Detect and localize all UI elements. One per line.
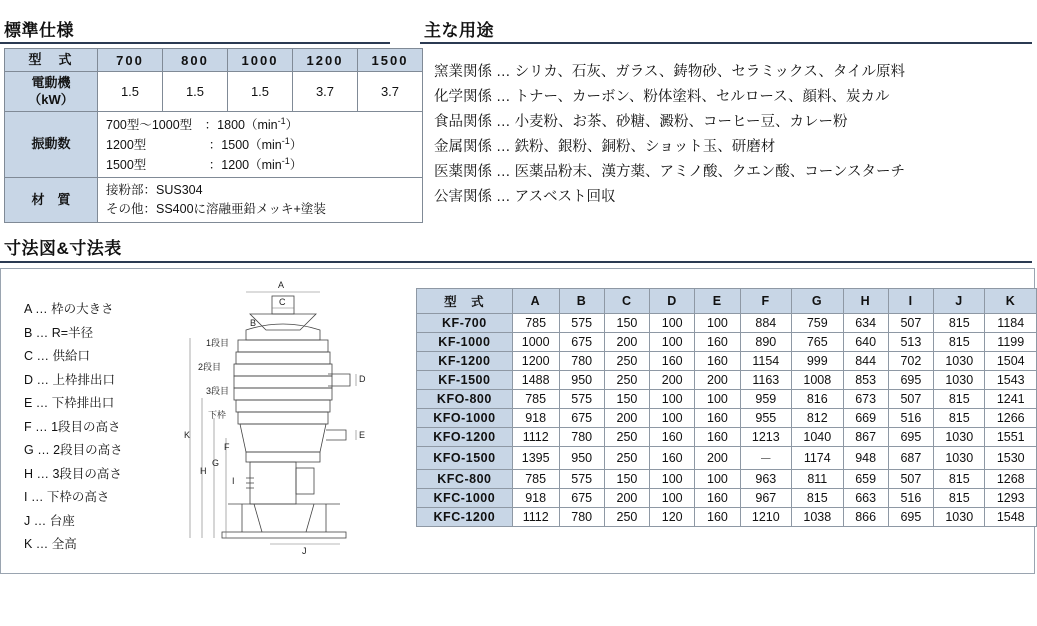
- dim-cell: 1112: [512, 508, 559, 527]
- dim-cell: 1038: [792, 508, 843, 527]
- dim-cell: 1174: [792, 447, 843, 470]
- dim-cell: 780: [559, 508, 604, 527]
- dim-cell: 815: [934, 314, 985, 333]
- spec-motor-1000: 1.5: [228, 72, 293, 112]
- dim-row-model-kfc1200: KFC-1200: [417, 508, 513, 527]
- use-category-food: 食品関係: [434, 114, 492, 130]
- dim-cell: 815: [934, 333, 985, 352]
- dim-cell: 844: [843, 352, 888, 371]
- dim-cell: 200: [650, 371, 695, 390]
- table-row: [417, 314, 1037, 333]
- dim-cell: 1030: [934, 352, 985, 371]
- table-row: [417, 428, 1037, 447]
- dim-cell: 659: [843, 470, 888, 489]
- dim-cell: 160: [650, 428, 695, 447]
- dim-cell: 812: [792, 409, 843, 428]
- dim-cell: 150: [604, 390, 649, 409]
- dim-header-a: A: [512, 289, 559, 314]
- section-title-main-uses: 主な用途: [424, 21, 494, 40]
- dim-cell: 250: [604, 447, 649, 470]
- dim-cell: 100: [650, 409, 695, 428]
- use-items-ceramics: シリカ、石灰、ガラス、鋳物砂、セラミックス、タイル原料: [514, 64, 906, 80]
- dim-cell: 575: [559, 470, 604, 489]
- drawing-label-g: G: [212, 458, 220, 468]
- dim-cell: 160: [695, 409, 740, 428]
- dim-cell: 1213: [740, 428, 791, 447]
- section-rule-main-uses: [420, 42, 1032, 44]
- use-sep-chemical: …: [496, 89, 511, 105]
- drawing-label-h: H: [200, 466, 207, 476]
- table-row: [417, 390, 1037, 409]
- dim-cell: 918: [512, 409, 559, 428]
- dim-cell: 1210: [740, 508, 791, 527]
- dim-cell: 250: [604, 428, 649, 447]
- spec-motor-800: 1.5: [163, 72, 228, 112]
- use-row-ceramics: [434, 60, 905, 85]
- dim-cell: 100: [650, 489, 695, 508]
- dim-cell: 250: [604, 371, 649, 390]
- dim-cell: 100: [695, 314, 740, 333]
- dim-cell: 1268: [985, 470, 1037, 489]
- dim-cell: 1504: [985, 352, 1037, 371]
- use-sep-pollution: …: [496, 189, 511, 205]
- dim-cell: 100: [650, 470, 695, 489]
- dim-cell: 785: [512, 390, 559, 409]
- dim-cell: 160: [650, 447, 695, 470]
- dim-cell: 815: [934, 390, 985, 409]
- drawing-label-j: J: [302, 546, 307, 556]
- dim-header-i: I: [888, 289, 933, 314]
- spec-motor-1200: 3.7: [293, 72, 358, 112]
- dim-cell: 673: [843, 390, 888, 409]
- dim-cell: 200: [695, 447, 740, 470]
- dim-header-model: 型 式: [417, 289, 513, 314]
- use-sep-metal: …: [496, 139, 511, 155]
- dim-cell: 200: [604, 409, 649, 428]
- dim-cell: 669: [843, 409, 888, 428]
- legend-item-d: D … 上枠排出口: [24, 372, 115, 387]
- spec-material-line-2: その他：SS400に溶融亜鉛メッキ+塗装: [106, 202, 326, 217]
- dim-cell: 507: [888, 314, 933, 333]
- dim-cell: 160: [695, 333, 740, 352]
- use-items-chemical: トナー、カーボン、粉体塗料、セルロース、顔料、炭カル: [514, 89, 890, 105]
- dim-cell: 815: [934, 489, 985, 508]
- dim-cell: 785: [512, 470, 559, 489]
- dim-cell: 1000: [512, 333, 559, 352]
- table-row: [417, 508, 1037, 527]
- dim-cell: 150: [604, 314, 649, 333]
- dim-cell: 1154: [740, 352, 791, 371]
- dim-cell: 853: [843, 371, 888, 390]
- use-category-pharma: 医薬関係: [434, 164, 492, 180]
- sifter-dimension-drawing: [150, 278, 400, 560]
- dim-cell: 250: [604, 508, 649, 527]
- legend-item-a: A … 枠の大きさ: [24, 302, 114, 316]
- dim-cell: 867: [843, 428, 888, 447]
- drawing-label-stage1: 1段目: [206, 338, 230, 348]
- table-row: [417, 489, 1037, 508]
- dim-cell: 100: [650, 390, 695, 409]
- spec-vibration-row: [5, 111, 423, 178]
- section-title-standard-spec: 標準仕様: [4, 21, 74, 40]
- dim-cell: 575: [559, 314, 604, 333]
- dim-cell: 695: [888, 371, 933, 390]
- dim-cell: 1548: [985, 508, 1037, 527]
- dim-cell: 1488: [512, 371, 559, 390]
- dim-cell: 1008: [792, 371, 843, 390]
- spec-vibration-line-1: 700型～1000型 ：$1800(\min^{-1})$: [106, 115, 299, 132]
- dim-row-model-kf1500: KF-1500: [417, 371, 513, 390]
- use-row-metal: [434, 135, 905, 160]
- legend-item-k: K … 全高: [24, 537, 77, 551]
- dim-header-j: J: [934, 289, 985, 314]
- dim-row-model-kfo1500: KFO-1500: [417, 447, 513, 470]
- dim-header-g: G: [792, 289, 843, 314]
- dim-cell: 1030: [934, 508, 985, 527]
- table-row: [417, 470, 1037, 489]
- dim-cell: 687: [888, 447, 933, 470]
- dim-cell: 955: [740, 409, 791, 428]
- dim-header-e: E: [695, 289, 740, 314]
- table-row: [417, 409, 1037, 428]
- dim-cell: 890: [740, 333, 791, 352]
- dim-row-model-kf1000: KF-1000: [417, 333, 513, 352]
- spec-motor-1500: 3.7: [358, 72, 423, 112]
- dim-cell: 963: [740, 470, 791, 489]
- dim-cell: 811: [792, 470, 843, 489]
- drawing-label-d: D: [359, 374, 366, 384]
- section-rule-dimension: [0, 261, 1032, 263]
- use-category-pollution: 公害関係: [434, 189, 492, 205]
- dim-cell: 967: [740, 489, 791, 508]
- spec-model-1200: 1200: [293, 49, 358, 72]
- dim-cell: 695: [888, 428, 933, 447]
- spec-model-700: 700: [98, 49, 163, 72]
- use-items-metal: 鉄粉、銀粉、銅粉、ショット玉、研磨材: [514, 139, 776, 155]
- dim-header-c: C: [604, 289, 649, 314]
- dim-cell: 695: [888, 508, 933, 527]
- dim-cell: 815: [934, 409, 985, 428]
- spec-material-row: [5, 178, 423, 223]
- dim-row-model-kfo1200: KFO-1200: [417, 428, 513, 447]
- spec-model-800: 800: [163, 49, 228, 72]
- dim-cell: 702: [888, 352, 933, 371]
- dim-cell: 160: [695, 428, 740, 447]
- dim-cell: 918: [512, 489, 559, 508]
- dim-cell: 634: [843, 314, 888, 333]
- dim-cell: 250: [604, 352, 649, 371]
- dim-cell: 1395: [512, 447, 559, 470]
- legend-item-h: H … 3段目の高さ: [24, 466, 122, 481]
- dimension-table: [416, 288, 1037, 527]
- use-sep-ceramics: …: [496, 64, 511, 80]
- spec-motor-row: [5, 72, 423, 112]
- dim-cell: 513: [888, 333, 933, 352]
- dim-cell: 1200: [512, 352, 559, 371]
- dim-cell: 1030: [934, 371, 985, 390]
- dim-row-model-kfo800: KFO-800: [417, 390, 513, 409]
- dim-cell: 640: [843, 333, 888, 352]
- dim-cell: 948: [843, 447, 888, 470]
- dim-cell: 884: [740, 314, 791, 333]
- dim-cell: 150: [604, 470, 649, 489]
- dim-cell: 1184: [985, 314, 1037, 333]
- dim-cell: 663: [843, 489, 888, 508]
- dim-cell: 516: [888, 489, 933, 508]
- dim-cell: 866: [843, 508, 888, 527]
- spec-material-line-1: 接粉部：SUS304: [106, 183, 203, 198]
- dim-cell: 1030: [934, 428, 985, 447]
- spec-vibration-line-3: 1500型 ：$1200(\min^{-1})$: [106, 155, 303, 172]
- use-row-pharma: [434, 160, 905, 185]
- dim-cell: 160: [695, 489, 740, 508]
- dim-cell: 507: [888, 390, 933, 409]
- dim-cell: 100: [695, 390, 740, 409]
- dim-cell: 200: [604, 489, 649, 508]
- dim-cell: 100: [695, 470, 740, 489]
- spec-model-1000: 1000: [228, 49, 293, 72]
- dim-header-f: F: [740, 289, 791, 314]
- spec-material-values: [98, 178, 423, 223]
- dim-cell: 1163: [740, 371, 791, 390]
- dim-cell: 1543: [985, 371, 1037, 390]
- dim-cell: 759: [792, 314, 843, 333]
- use-items-pharma: 医薬品粉末、漢方薬、アミノ酸、クエン酸、コーンスターチ: [514, 164, 906, 180]
- legend-item-c: C … 供給口: [24, 349, 90, 363]
- spec-label-vibration: 振動数: [5, 111, 98, 178]
- dim-cell: 160: [695, 508, 740, 527]
- dim-cell: 765: [792, 333, 843, 352]
- legend-item-g: G … 2段目の高さ: [24, 443, 123, 457]
- dim-cell: 120: [650, 508, 695, 527]
- dim-cell: 100: [650, 314, 695, 333]
- dim-cell: 1266: [985, 409, 1037, 428]
- dim-cell: 507: [888, 470, 933, 489]
- dim-header-k: K: [985, 289, 1037, 314]
- spec-label-motor: [5, 72, 98, 112]
- dim-cell: 675: [559, 409, 604, 428]
- drawing-label-b: B: [250, 318, 257, 328]
- standard-spec-table: [4, 48, 423, 223]
- table-row: [417, 352, 1037, 371]
- table-row: [417, 333, 1037, 352]
- use-items-pollution: アスベスト回収: [514, 189, 616, 205]
- dim-cell: 575: [559, 390, 604, 409]
- dim-cell: 1199: [985, 333, 1037, 352]
- dim-cell: 516: [888, 409, 933, 428]
- dim-cell: 815: [792, 489, 843, 508]
- dim-header-h: H: [843, 289, 888, 314]
- legend-item-j: J … 台座: [24, 513, 75, 528]
- dim-row-model-kf700: KF-700: [417, 314, 513, 333]
- use-category-metal: 金属関係: [434, 139, 492, 155]
- use-category-chemical: 化学関係: [434, 89, 492, 105]
- drawing-label-k: K: [184, 430, 191, 440]
- dim-cell: 1040: [792, 428, 843, 447]
- section-title-dimension: 寸法図&寸法表: [4, 239, 122, 258]
- dim-cell: 675: [559, 333, 604, 352]
- legend-item-f: F … 1段目の高さ: [24, 419, 121, 434]
- dim-cell: －: [740, 447, 791, 470]
- drawing-label-a: A: [278, 280, 285, 290]
- dim-row-model-kfc800: KFC-800: [417, 470, 513, 489]
- use-sep-pharma: …: [496, 164, 511, 180]
- dim-cell: 100: [650, 333, 695, 352]
- dim-cell: 950: [559, 447, 604, 470]
- use-sep-food: …: [496, 114, 511, 130]
- use-items-food: 小麦粉、お茶、砂糖、澱粉、コーヒー豆、カレー粉: [514, 114, 848, 130]
- legend-item-i: I … 下枠の高さ: [24, 490, 110, 504]
- dim-cell: 1112: [512, 428, 559, 447]
- dim-row-model-kf1200: KF-1200: [417, 352, 513, 371]
- use-row-pollution: [434, 185, 905, 210]
- dim-cell: 160: [695, 352, 740, 371]
- dim-cell: 780: [559, 428, 604, 447]
- table-row: [417, 447, 1037, 470]
- dim-header-d: D: [650, 289, 695, 314]
- dim-cell: 160: [650, 352, 695, 371]
- spec-vibration-line-2: 1200型 ：$1500(\min^{-1})$: [106, 135, 303, 152]
- legend-item-e: E … 下枠排出口: [24, 396, 115, 410]
- drawing-label-f: F: [224, 442, 230, 452]
- drawing-label-e: E: [359, 430, 366, 440]
- section-rule-standard-spec: [0, 42, 390, 44]
- main-uses-list: [434, 60, 905, 210]
- dim-cell: 1241: [985, 390, 1037, 409]
- drawing-label-i: I: [232, 476, 235, 486]
- dim-cell: 816: [792, 390, 843, 409]
- spec-model-1500: 1500: [358, 49, 423, 72]
- drawing-label-lower: 下枠: [208, 410, 227, 420]
- dim-cell: 999: [792, 352, 843, 371]
- dim-cell: 959: [740, 390, 791, 409]
- dim-cell: 1030: [934, 447, 985, 470]
- dim-cell: 200: [604, 333, 649, 352]
- dim-cell: 1530: [985, 447, 1037, 470]
- dim-cell: 785: [512, 314, 559, 333]
- dim-header-b: B: [559, 289, 604, 314]
- spec-motor-700: 1.5: [98, 72, 163, 112]
- dim-row-model-kfc1000: KFC-1000: [417, 489, 513, 508]
- spec-label-motor-line1: 電動機: [31, 75, 71, 91]
- dim-cell: 1551: [985, 428, 1037, 447]
- use-row-chemical: [434, 85, 905, 110]
- dim-cell: 815: [934, 470, 985, 489]
- spec-header-model: 型 式: [5, 49, 98, 72]
- dim-cell: 200: [695, 371, 740, 390]
- spec-header-row: [5, 49, 423, 72]
- spec-vibration-values: [98, 111, 423, 178]
- drawing-label-stage3: 3段目: [206, 386, 230, 396]
- dim-cell: 1293: [985, 489, 1037, 508]
- use-row-food: [434, 110, 905, 135]
- dim-row-model-kfo1000: KFO-1000: [417, 409, 513, 428]
- use-category-ceramics: 窯業関係: [434, 64, 492, 80]
- table-row: [417, 371, 1037, 390]
- dim-cell: 780: [559, 352, 604, 371]
- drawing-label-c: C: [279, 297, 286, 307]
- dimension-table-header-row: [417, 289, 1037, 314]
- dim-cell: 675: [559, 489, 604, 508]
- spec-label-material: 材 質: [5, 178, 98, 223]
- spec-label-motor-line2: （kW）: [28, 91, 74, 107]
- legend-item-b: B … R=半径: [24, 325, 94, 340]
- dim-cell: 950: [559, 371, 604, 390]
- drawing-label-stage2: 2段目: [198, 362, 222, 372]
- dimension-legend: [24, 298, 123, 557]
